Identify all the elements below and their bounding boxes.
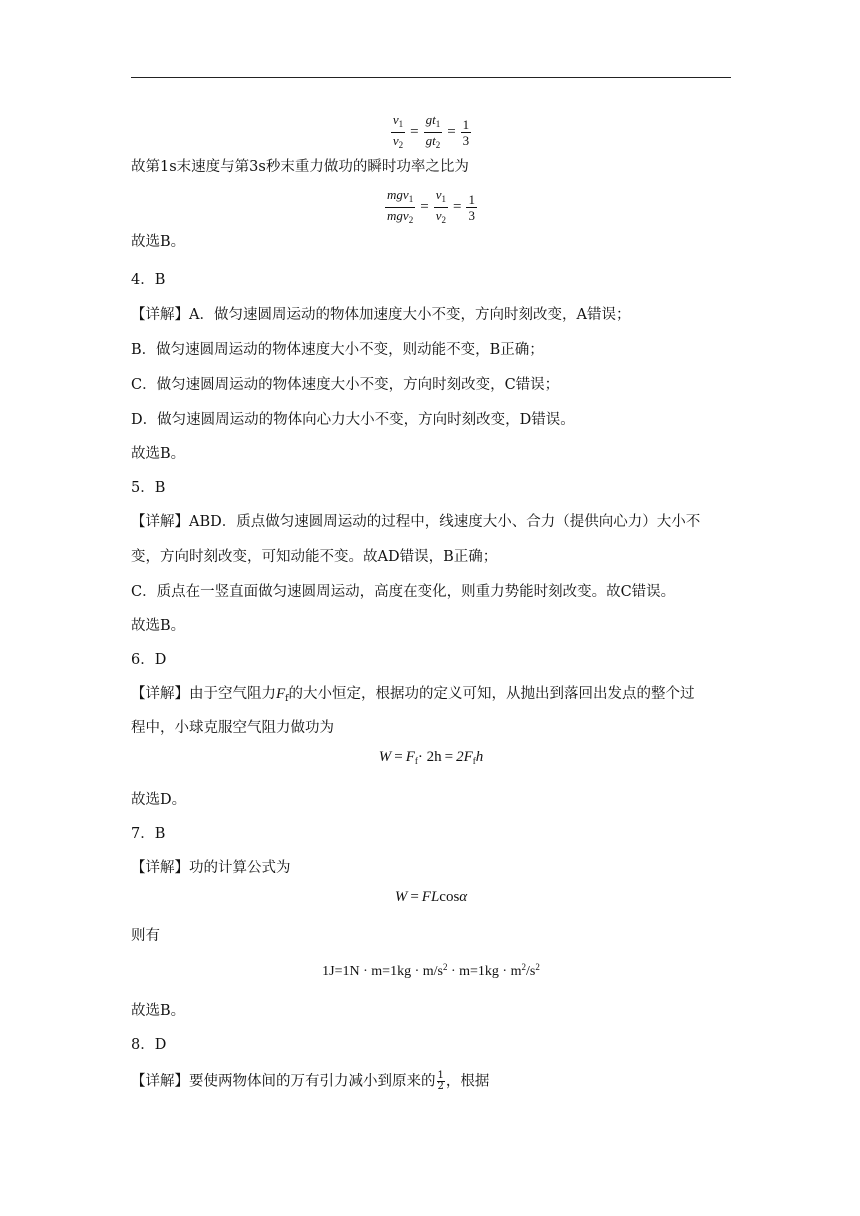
fraction: $\frac{gt_1}{gt_2}$ [425, 112, 441, 150]
equation-work-formula: W = FLcosα [394, 889, 468, 906]
question-number: 4．B [131, 272, 166, 288]
text-line: 【详解】ABD．质点做匀速圆周运动的过程中，线速度大小、合力（提供向心力）大小不 [131, 514, 701, 530]
text-line: C．质点在一竖直面做匀速圆周运动，高度在变化，则重力势能时刻改变。故C错误。 [131, 584, 676, 600]
conclusion: 故选B。 [131, 234, 186, 250]
fraction: $\frac{mgv_1}{mgv_2}$ [387, 187, 414, 225]
fraction: $\frac{v_1}{v_2}$ [435, 187, 446, 225]
text-line: 故第1s末速度与第3s秒末重力做功的瞬时功率之比为 [131, 159, 469, 175]
conclusion: 故选B。 [131, 618, 186, 634]
equation-velocity-ratio: $\frac{v_1}{v_2}$ = $\frac{gt_1}{gt_2}$ = $\frac{1}{3}$ [131, 112, 731, 153]
text-line: B．做匀速圆周运动的物体速度大小不变，则动能不变，B正确； [131, 342, 544, 358]
text-line: 程中，小球克服空气阻力做功为 [131, 720, 334, 736]
equation-power-ratio: $\frac{mgv_1}{mgv_2}$ = $\frac{v_1}{v_2}$ = $\frac{1}{3}$ [131, 187, 731, 228]
text-line: 【详解】要使两物体间的万有引力减小到原来的 $\frac{1}{2}$ ，根据 [131, 1070, 490, 1092]
fraction: $\frac{v_1}{v_2}$ [392, 112, 404, 150]
question-number: 8．D [131, 1037, 167, 1053]
conclusion: 故选B。 [131, 446, 186, 462]
equation-unit-conversion: $1J=1N \cdot m=1kg \cdot m/s^2 \cdot m=1kg \cdot m^2/s^2$ [322, 962, 540, 979]
fraction: $\frac{1}{2}$ [437, 1070, 444, 1092]
conclusion: 故选D。 [131, 792, 187, 808]
header-rule [131, 77, 731, 78]
fraction: $\frac{1}{3}$ [468, 192, 475, 223]
text-line: 【详解】功的计算公式为 [131, 860, 291, 876]
conclusion: 故选B。 [131, 1003, 186, 1019]
question-number: 5．B [131, 480, 166, 496]
text-line: 变，方向时刻改变，可知动能不变。故AD错误，B正确； [131, 549, 498, 565]
equation-work-air-resistance: $W = F_f\cdot 2h = 2F_fh$ [378, 749, 484, 766]
question-number: 6．D [131, 652, 167, 668]
fraction: $\frac{1}{3}$ [462, 117, 470, 148]
text-line: D．做匀速圆周运动的物体向心力大小不变，方向时刻改变，D错误。 [131, 412, 575, 428]
text-line: 则有 [131, 928, 160, 944]
text-line: 【详解】A．做匀速圆周运动的物体加速度大小不变，方向时刻改变，A错误； [131, 307, 631, 323]
text-line: 【详解】由于空气阻力$F_f$的大小恒定，根据功的定义可知，从抛出到落回出发点的整个过 [131, 686, 695, 704]
question-number: 7．B [131, 826, 166, 842]
text-line: C．做匀速圆周运动的物体速度大小不变，方向时刻改变，C错误； [131, 377, 560, 393]
